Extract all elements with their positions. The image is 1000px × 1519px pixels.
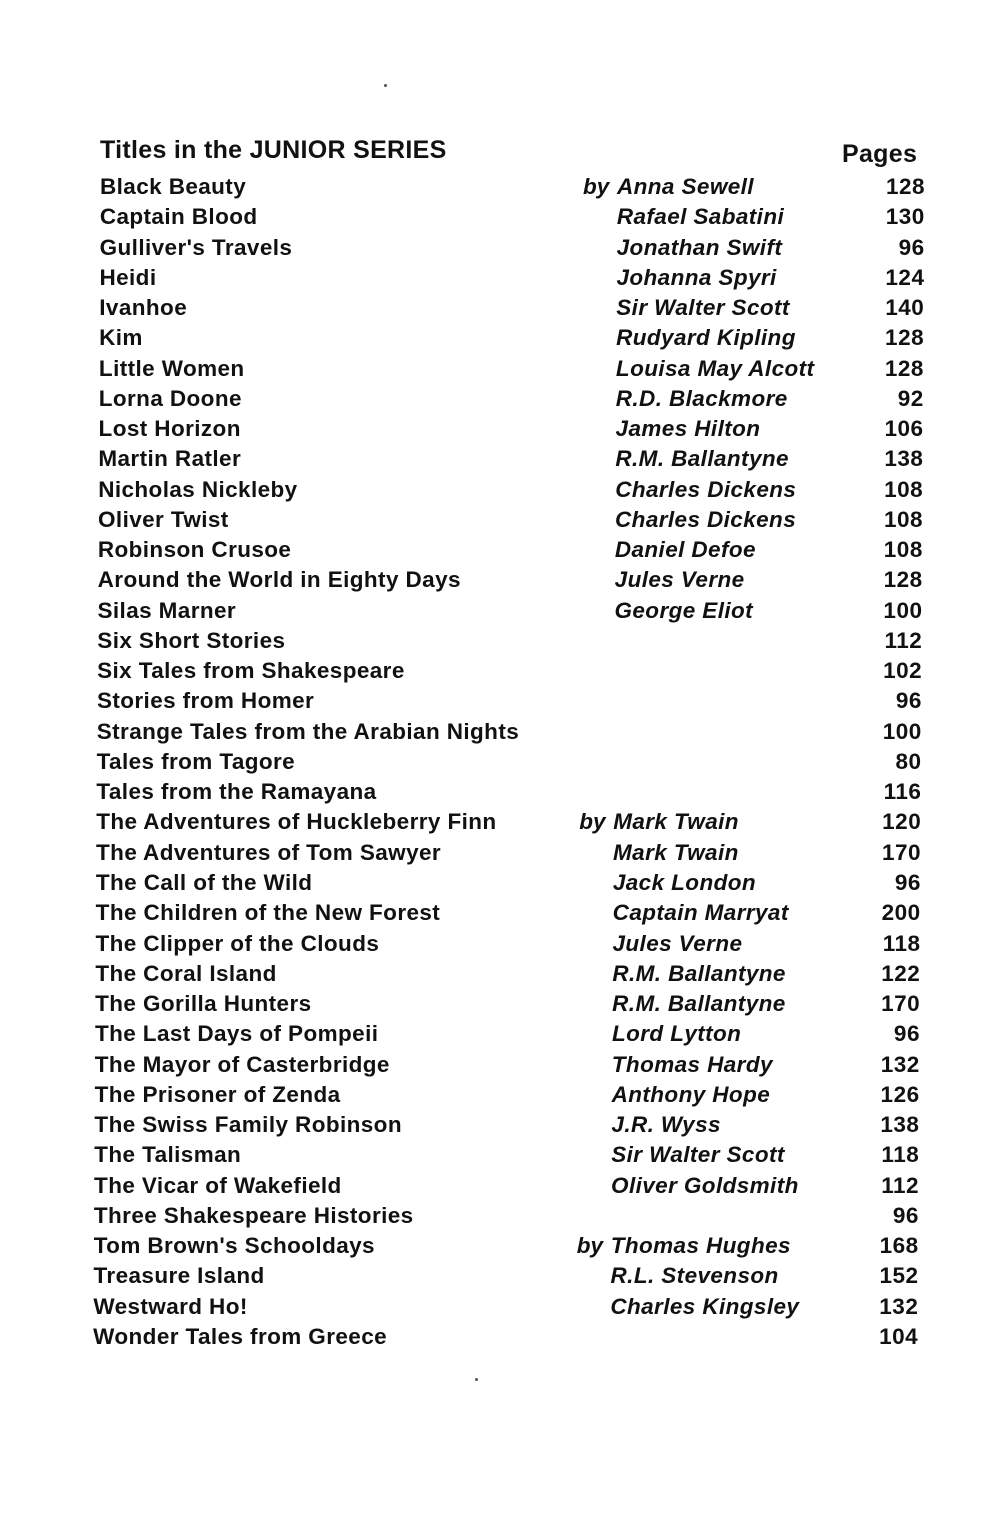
- book-title: The Talisman: [94, 1142, 242, 1168]
- book-title: Strange Tales from the Arabian Nights: [96, 718, 520, 744]
- book-title: Tom Brown's Schooldays: [93, 1233, 375, 1259]
- book-title: Martin Ratler: [98, 446, 242, 472]
- list-item: [0, 777, 996, 807]
- book-title: Lost Horizon: [98, 416, 241, 442]
- book-title: Kim: [99, 325, 143, 351]
- book-title: The Gorilla Hunters: [95, 991, 312, 1017]
- book-title: The Adventures of Tom Sawyer: [96, 839, 442, 865]
- page-count: 80: [895, 748, 922, 774]
- page-count: 132: [879, 1293, 919, 1319]
- list-item: [0, 686, 997, 716]
- book-title: Westward Ho!: [93, 1293, 248, 1319]
- book-author: R.M. Ballantyne: [615, 446, 789, 472]
- list-item: [0, 172, 1000, 202]
- book-author: R.M. Ballantyne: [612, 960, 786, 986]
- by-label: by: [583, 174, 610, 199]
- book-title: The Mayor of Casterbridge: [94, 1051, 390, 1077]
- book-author: Rudyard Kipling: [616, 325, 796, 351]
- list-item: [0, 1110, 994, 1140]
- list-item: [0, 1019, 995, 1049]
- book-author: R.L. Stevenson: [610, 1263, 779, 1289]
- page-count: 118: [882, 930, 921, 956]
- book-author: Anthony Hope: [611, 1081, 771, 1107]
- list-item: [0, 1201, 994, 1231]
- book-author: Jonathan Swift: [616, 234, 783, 260]
- page-count: 170: [881, 839, 922, 865]
- page-count: 132: [880, 1051, 920, 1077]
- by-label: by: [579, 809, 606, 835]
- list-item: [0, 868, 996, 898]
- list-item: [0, 807, 996, 837]
- book-title: Little Women: [98, 355, 245, 381]
- list-item: [0, 444, 998, 474]
- page-count: 138: [884, 446, 924, 472]
- book-author: Thomas Hughes: [610, 1233, 791, 1259]
- scan-speck: [475, 1378, 478, 1381]
- list-item: [0, 1171, 994, 1201]
- page-count: 140: [885, 295, 925, 321]
- page-count: 96: [894, 869, 921, 895]
- book-title: Three Shakespeare Histories: [93, 1202, 414, 1228]
- book-author: Oliver Goldsmith: [611, 1172, 799, 1198]
- list-item: [0, 505, 998, 535]
- page-count: 100: [882, 718, 922, 744]
- page-count: 128: [884, 355, 924, 381]
- book-title: Captain Blood: [99, 204, 258, 230]
- page-count: 128: [883, 567, 923, 593]
- list-heading: Titles in the JUNIOR SERIES: [100, 136, 447, 164]
- book-title: Treasure Island: [93, 1263, 265, 1289]
- book-title: Tales from Tagore: [96, 748, 296, 774]
- book-author: Charles Kingsley: [610, 1293, 800, 1319]
- book-title: Robinson Crusoe: [97, 537, 292, 563]
- book-title: Heidi: [99, 264, 157, 290]
- book-author: Captain Marryat: [612, 900, 789, 926]
- list-item: [0, 414, 999, 444]
- book-author: George Eliot: [614, 597, 754, 623]
- book-title: Tales from the Ramayana: [96, 779, 377, 805]
- list-item: [0, 354, 999, 384]
- book-title: Stories from Homer: [96, 688, 315, 714]
- book-author: Jules Verne: [614, 567, 745, 593]
- page-count: 128: [885, 325, 925, 351]
- book-title: The Last Days of Pompeii: [94, 1021, 379, 1047]
- page-count: 112: [884, 627, 923, 653]
- book-title: Gulliver's Travels: [99, 234, 293, 260]
- list-item: [0, 323, 999, 353]
- book-author: Daniel Defoe: [614, 537, 756, 563]
- book-author: Mark Twain: [613, 809, 739, 835]
- book-author: Charles Dickens: [615, 506, 797, 532]
- book-title: The Vicar of Wakefield: [94, 1172, 342, 1198]
- list-item: [0, 1261, 994, 1291]
- list-item: [0, 475, 998, 505]
- book-title: The Coral Island: [95, 960, 277, 986]
- book-title: Lorna Doone: [98, 385, 242, 411]
- page-count: 130: [885, 204, 925, 230]
- scan-speck: [384, 84, 387, 87]
- book-author: Lord Lytton: [611, 1021, 742, 1047]
- list-item: [0, 263, 999, 293]
- list-item: [0, 293, 999, 323]
- page-count: 102: [883, 658, 923, 684]
- list-item: [0, 747, 997, 777]
- book-author: Sir Walter Scott: [611, 1142, 785, 1168]
- by-label: by: [576, 1233, 603, 1259]
- list-item: [0, 717, 997, 747]
- book-author: R.M. Ballantyne: [612, 991, 786, 1017]
- book-author: Thomas Hardy: [611, 1051, 773, 1077]
- page-count: 200: [881, 900, 921, 926]
- page-count: 118: [881, 1142, 920, 1168]
- list-item: [0, 1050, 995, 1080]
- book-author: J.R. Wyss: [611, 1112, 721, 1138]
- list-item: [0, 1231, 994, 1261]
- list-item: [0, 626, 997, 656]
- book-title: The Adventures of Huckleberry Finn: [96, 809, 497, 835]
- list-item: [0, 838, 996, 868]
- pages-column-heading: Pages: [842, 140, 918, 168]
- page-count: 100: [883, 597, 923, 623]
- book-title: Wonder Tales from Greece: [93, 1323, 388, 1349]
- page-count: 112: [881, 1172, 920, 1198]
- book-title: The Clipper of the Clouds: [95, 930, 380, 956]
- book-title: The Children of the New Forest: [95, 900, 441, 926]
- book-title: Around the World in Eighty Days: [97, 567, 461, 593]
- page-count: 92: [897, 385, 924, 411]
- book-author: R.D. Blackmore: [615, 385, 788, 411]
- page-count: 96: [898, 234, 925, 260]
- page-count: 122: [881, 960, 921, 986]
- page-count: 106: [884, 416, 924, 442]
- list-item: [0, 656, 997, 686]
- list-item: [0, 929, 996, 959]
- page-count: 108: [884, 476, 924, 502]
- book-author: Johanna Spyri: [616, 264, 777, 290]
- book-author: Jules Verne: [612, 930, 743, 956]
- book-author: Louisa May Alcott: [615, 355, 815, 381]
- book-title: Six Tales from Shakespeare: [97, 658, 405, 684]
- list-item: [0, 565, 998, 595]
- book-title: The Prisoner of Zenda: [94, 1081, 341, 1107]
- list-item: [0, 535, 998, 565]
- list-item: [0, 233, 1000, 263]
- book-title: Six Short Stories: [97, 627, 286, 653]
- book-title: Oliver Twist: [98, 506, 229, 532]
- list-item: [0, 384, 999, 414]
- book-author: Mark Twain: [613, 839, 739, 865]
- list-item: [0, 898, 996, 928]
- list-item: [0, 1080, 995, 1110]
- page-count: 152: [879, 1263, 919, 1289]
- list-item: [0, 596, 997, 626]
- page-count: 168: [879, 1233, 919, 1259]
- list-item: [0, 1140, 994, 1170]
- list-item: [0, 1322, 993, 1352]
- page-count: 128: [885, 174, 925, 199]
- book-title: Ivanhoe: [99, 295, 188, 321]
- book-author: Rafael Sabatini: [616, 204, 785, 230]
- book-title: The Swiss Family Robinson: [94, 1112, 402, 1138]
- list-item: [0, 989, 995, 1019]
- list-item: [0, 202, 1000, 232]
- book-title: The Call of the Wild: [95, 869, 313, 895]
- book-title: Black Beauty: [100, 174, 247, 199]
- book-author: Charles Dickens: [615, 476, 797, 502]
- book-title: Nicholas Nickleby: [98, 476, 298, 502]
- page-count: 104: [879, 1323, 919, 1349]
- page-count: 126: [880, 1081, 920, 1107]
- book-author: Jack London: [612, 869, 757, 895]
- list-item: [0, 1292, 993, 1322]
- book-title: Silas Marner: [97, 597, 237, 623]
- page-count: 170: [881, 991, 921, 1017]
- list-item: [0, 959, 995, 989]
- book-author: Anna Sewell: [617, 174, 754, 199]
- page-count: 108: [883, 506, 924, 532]
- book-author: James Hilton: [615, 416, 761, 442]
- page-count: 96: [892, 1202, 919, 1228]
- page-count: 96: [893, 1021, 920, 1047]
- page-count: 124: [885, 264, 925, 290]
- book-author: Sir Walter Scott: [616, 295, 790, 321]
- page-count: 116: [883, 779, 922, 805]
- page-count: 108: [883, 537, 923, 563]
- page-count: 138: [880, 1112, 920, 1138]
- page-count: 120: [882, 809, 922, 835]
- page-count: 96: [895, 688, 922, 714]
